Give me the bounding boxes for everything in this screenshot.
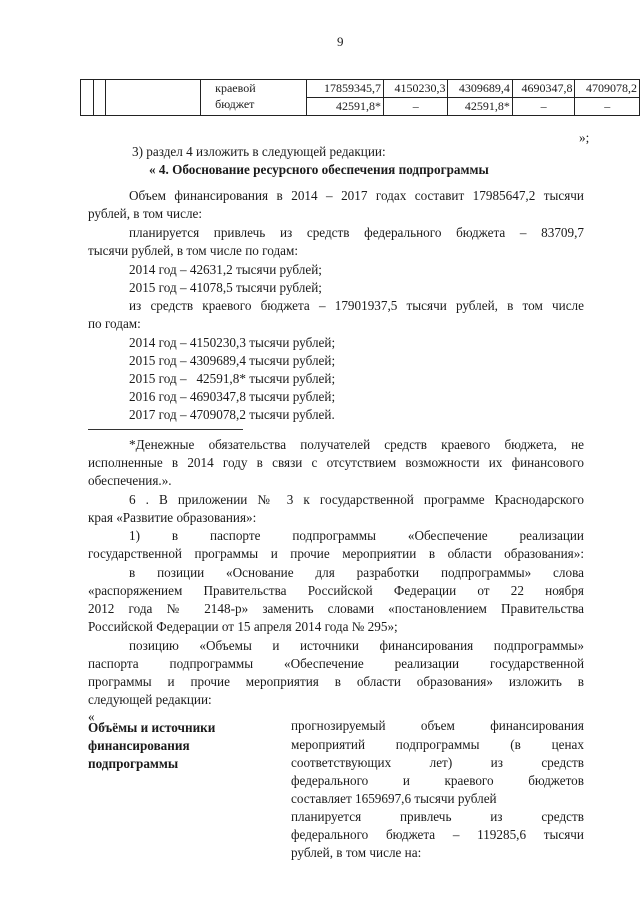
body-line: тысячи рублей, в том числе по годам:	[88, 243, 299, 258]
budget-label-line2: бюджет	[215, 97, 255, 111]
body-line: Объем финансирования в 2014 – 2017 годах составит 17985647,2 тысячи	[129, 188, 584, 203]
table-cell: 4690347,8	[512, 80, 575, 98]
body-line: 2016 год – 4690347,8 тысячи рублей;	[129, 389, 336, 404]
body-line: 2014 год – 42631,2 тысячи рублей;	[129, 262, 322, 277]
item6-line: паспорта подпрограммы «Обеспечение реализации государственной	[88, 656, 584, 671]
body-line: 2014 год – 4150230,3 тысячи рублей;	[129, 335, 336, 350]
item6-line: государственной программы и прочие мероприятии в области образования»:	[88, 546, 584, 561]
item6-line: Российской Федерации от 15 апреля 2014 года № 295»;	[88, 619, 398, 634]
item6-line: позицию «Объемы и источники финансирования подпрограммы»	[129, 638, 584, 653]
open-quote: «	[88, 709, 95, 724]
footnote-line: обеспечения.».	[88, 473, 172, 488]
body-line: 2017 год – 4709078,2 тысячи рублей.	[129, 407, 335, 422]
table-cell: 4150230,3	[384, 80, 448, 98]
body-line: 2015 год – 4309689,4 тысячи рублей;	[129, 353, 336, 368]
body-line: 2015 год – 42591,8* тысячи рублей;	[129, 371, 336, 386]
footnote-line: *Денежные обязательства получателей средств краевого бюджета, не	[129, 437, 584, 452]
body-line: планируется привлечь из средств федерального бюджета – 83709,7	[129, 225, 584, 240]
table-cell-blank	[106, 80, 201, 116]
table-row	[81, 80, 640, 98]
table-cell: 4709078,2	[575, 80, 640, 98]
table-cell-label	[201, 80, 307, 116]
table-cell: –	[575, 98, 640, 116]
body-line: из средств краевого бюджета – 17901937,5 тысячи рублей, в том числе	[129, 298, 584, 313]
body-line: 2015 год – 41078,5 тысячи рублей;	[129, 280, 322, 295]
footnote-line: исполненные в 2014 году в связи с отсутствием возможности их финансового	[88, 455, 584, 470]
passport-text-line: федерального бюджета – 119285,6 тысячи	[291, 827, 584, 842]
item6-line: 2012 года № 2148-р» заменить словами «постановлением Правительства	[88, 601, 584, 616]
item6-line: 1) в паспорте подпрограммы «Обеспечение реализации	[129, 528, 584, 543]
table-cell: 17859345,7	[307, 80, 384, 98]
passport-heading-line: Объёмы и источники	[88, 720, 216, 735]
passport-text-line: рублей, в том числе на:	[291, 845, 422, 860]
item6-line: края «Развитие образования»:	[88, 510, 257, 525]
section4-title: « 4. Обоснование ресурсного обеспечения подпрограммы	[149, 162, 489, 177]
section3-intro: 3) раздел 4 изложить в следующей редакции:	[132, 144, 386, 159]
budget-table	[80, 79, 640, 116]
passport-text-line: прогнозируемый объем финансирования	[291, 718, 584, 733]
table-cell: –	[512, 98, 575, 116]
passport-heading-line: подпрограммы	[88, 756, 179, 771]
passport-text-line: планируется привлечь из средств	[291, 809, 584, 824]
table-cell: 42591,8*	[307, 98, 384, 116]
budget-label-line1: краевой	[215, 81, 256, 95]
passport-heading-line: финансирования	[88, 738, 190, 753]
passport-text-line: соответствующих лет) из средств	[291, 755, 584, 770]
passport-text-line: мероприятий подпрограммы (в ценах	[291, 737, 584, 752]
table-cell-blank	[81, 80, 94, 116]
item6-line: «распоряжением Правительства Российской Федерации от 22 ноября	[88, 583, 584, 598]
item6-line: в позиции «Основание для разработки подпрограммы» слова	[129, 565, 584, 580]
table-cell: –	[384, 98, 448, 116]
page-number: 9	[337, 34, 344, 49]
item6-line: программы и прочие мероприятия в области образования» изложить в	[88, 674, 584, 689]
item6-line: 6 . В приложении № 3 к государственной программе Краснодарского	[129, 492, 584, 507]
table-cell-blank	[93, 80, 106, 116]
passport-text-line: федерального и краевого бюджетов	[291, 773, 584, 788]
table-cell: 4309689,4	[448, 80, 512, 98]
footnote-divider	[88, 429, 243, 430]
item6-line: следующей редакции:	[88, 692, 212, 707]
body-line: по годам:	[88, 316, 141, 331]
body-line: рублей, в том числе:	[88, 206, 203, 221]
passport-text-line: составляет 1659697,6 тысячи рублей	[291, 791, 497, 806]
table-cell: 42591,8*	[448, 98, 512, 116]
closing-quote: »;	[579, 130, 590, 145]
